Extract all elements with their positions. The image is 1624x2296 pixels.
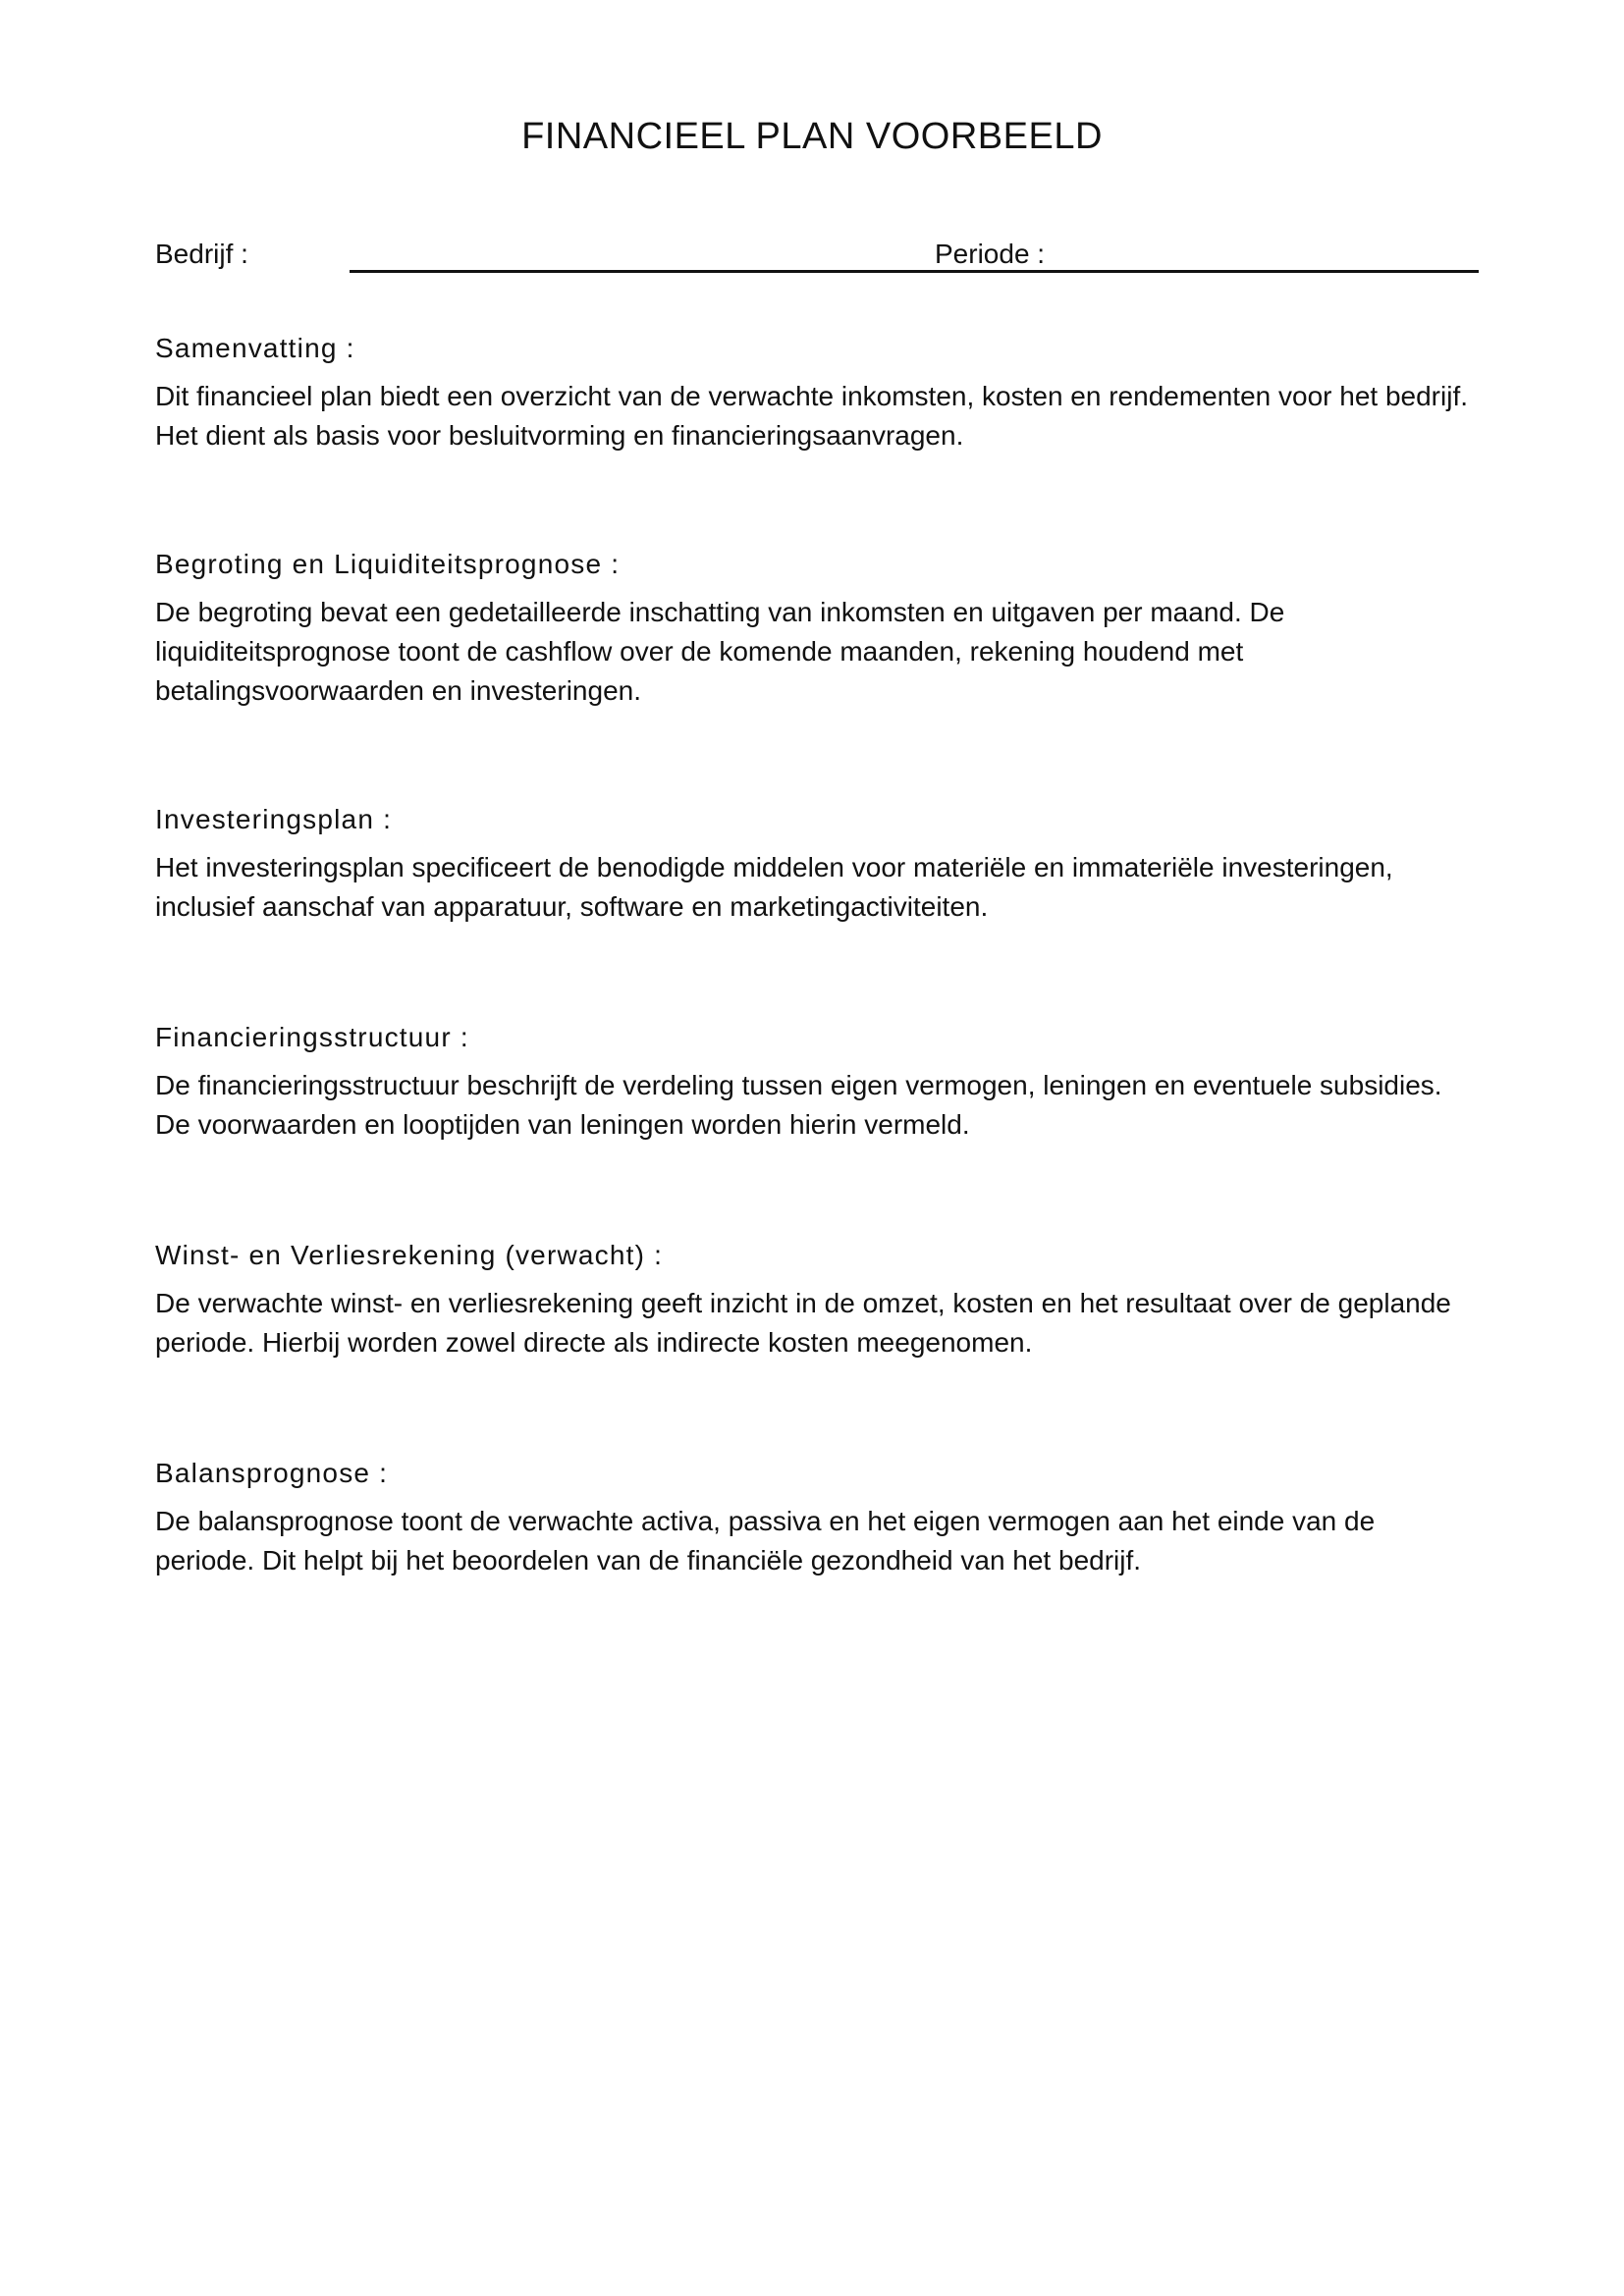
- section-heading: Winst- en Verliesrekening (verwacht) :: [155, 1240, 664, 1270]
- bedrijf-underline: [350, 270, 939, 273]
- section-heading: Investeringsplan :: [155, 804, 393, 834]
- section-line: inclusief aanschaf van apparatuur, software en marketingactiviteiten.: [155, 891, 989, 922]
- document-title: FINANCIEEL PLAN VOORBEELD: [521, 116, 1103, 157]
- section-heading: Begroting en Liquiditeitsprognose :: [155, 549, 621, 579]
- section-line: Het dient als basis voor besluitvorming en financieringsaanvragen.: [155, 420, 964, 451]
- section-heading: Financieringsstructuur :: [155, 1022, 469, 1052]
- periode-underline: [935, 270, 1479, 273]
- section-line: liquiditeitsprognose toont de cashflow over de komende maanden, rekening houdend met: [155, 636, 1244, 667]
- section-samenvatting: [155, 332, 1490, 455]
- section-line: periode. Hierbij worden zowel directe als indirecte kosten meegenomen.: [155, 1327, 1033, 1358]
- section-line: De begroting bevat een gedetailleerde inschatting van inkomsten en uitgaven per maand. De: [155, 597, 1285, 627]
- section-line: Het investeringsplan specificeert de benodigde middelen voor materiële en immateriële investeringen,: [155, 852, 1393, 882]
- section-heading: Samenvatting :: [155, 333, 355, 363]
- section-line: De verwachte winst- en verliesrekening geeft inzicht in de omzet, kosten en het resultaat over de geplande: [155, 1288, 1451, 1318]
- section-heading: Balansprognose :: [155, 1458, 389, 1488]
- section-begroting: [155, 548, 1490, 711]
- bedrijf-label: Bedrijf :: [155, 239, 248, 269]
- section-line: Dit financieel plan biedt een overzicht van de verwachte inkomsten, kosten en rendementen voor het bedrijf.: [155, 381, 1468, 411]
- section-line: De financieringsstructuur beschrijft de verdeling tussen eigen vermogen, leningen en eventuele subsidies.: [155, 1070, 1442, 1100]
- section-line: periode. Dit helpt bij het beoordelen van de financiële gezondheid van het bedrijf.: [155, 1545, 1142, 1575]
- section-line: De balansprognose toont de verwachte activa, passiva en het eigen vermogen aan het einde van de: [155, 1506, 1376, 1536]
- section-financieringsstructuur: [155, 1021, 1490, 1145]
- section-investeringsplan: [155, 803, 1490, 927]
- section-balansprognose: [155, 1457, 1490, 1580]
- section-line: betalingsvoorwaarden en investeringen.: [155, 675, 641, 706]
- section-line: De voorwaarden en looptijden van leningen worden hierin vermeld.: [155, 1109, 970, 1140]
- periode-label: Periode :: [935, 239, 1046, 269]
- section-winst-verliesrekening: [155, 1239, 1490, 1362]
